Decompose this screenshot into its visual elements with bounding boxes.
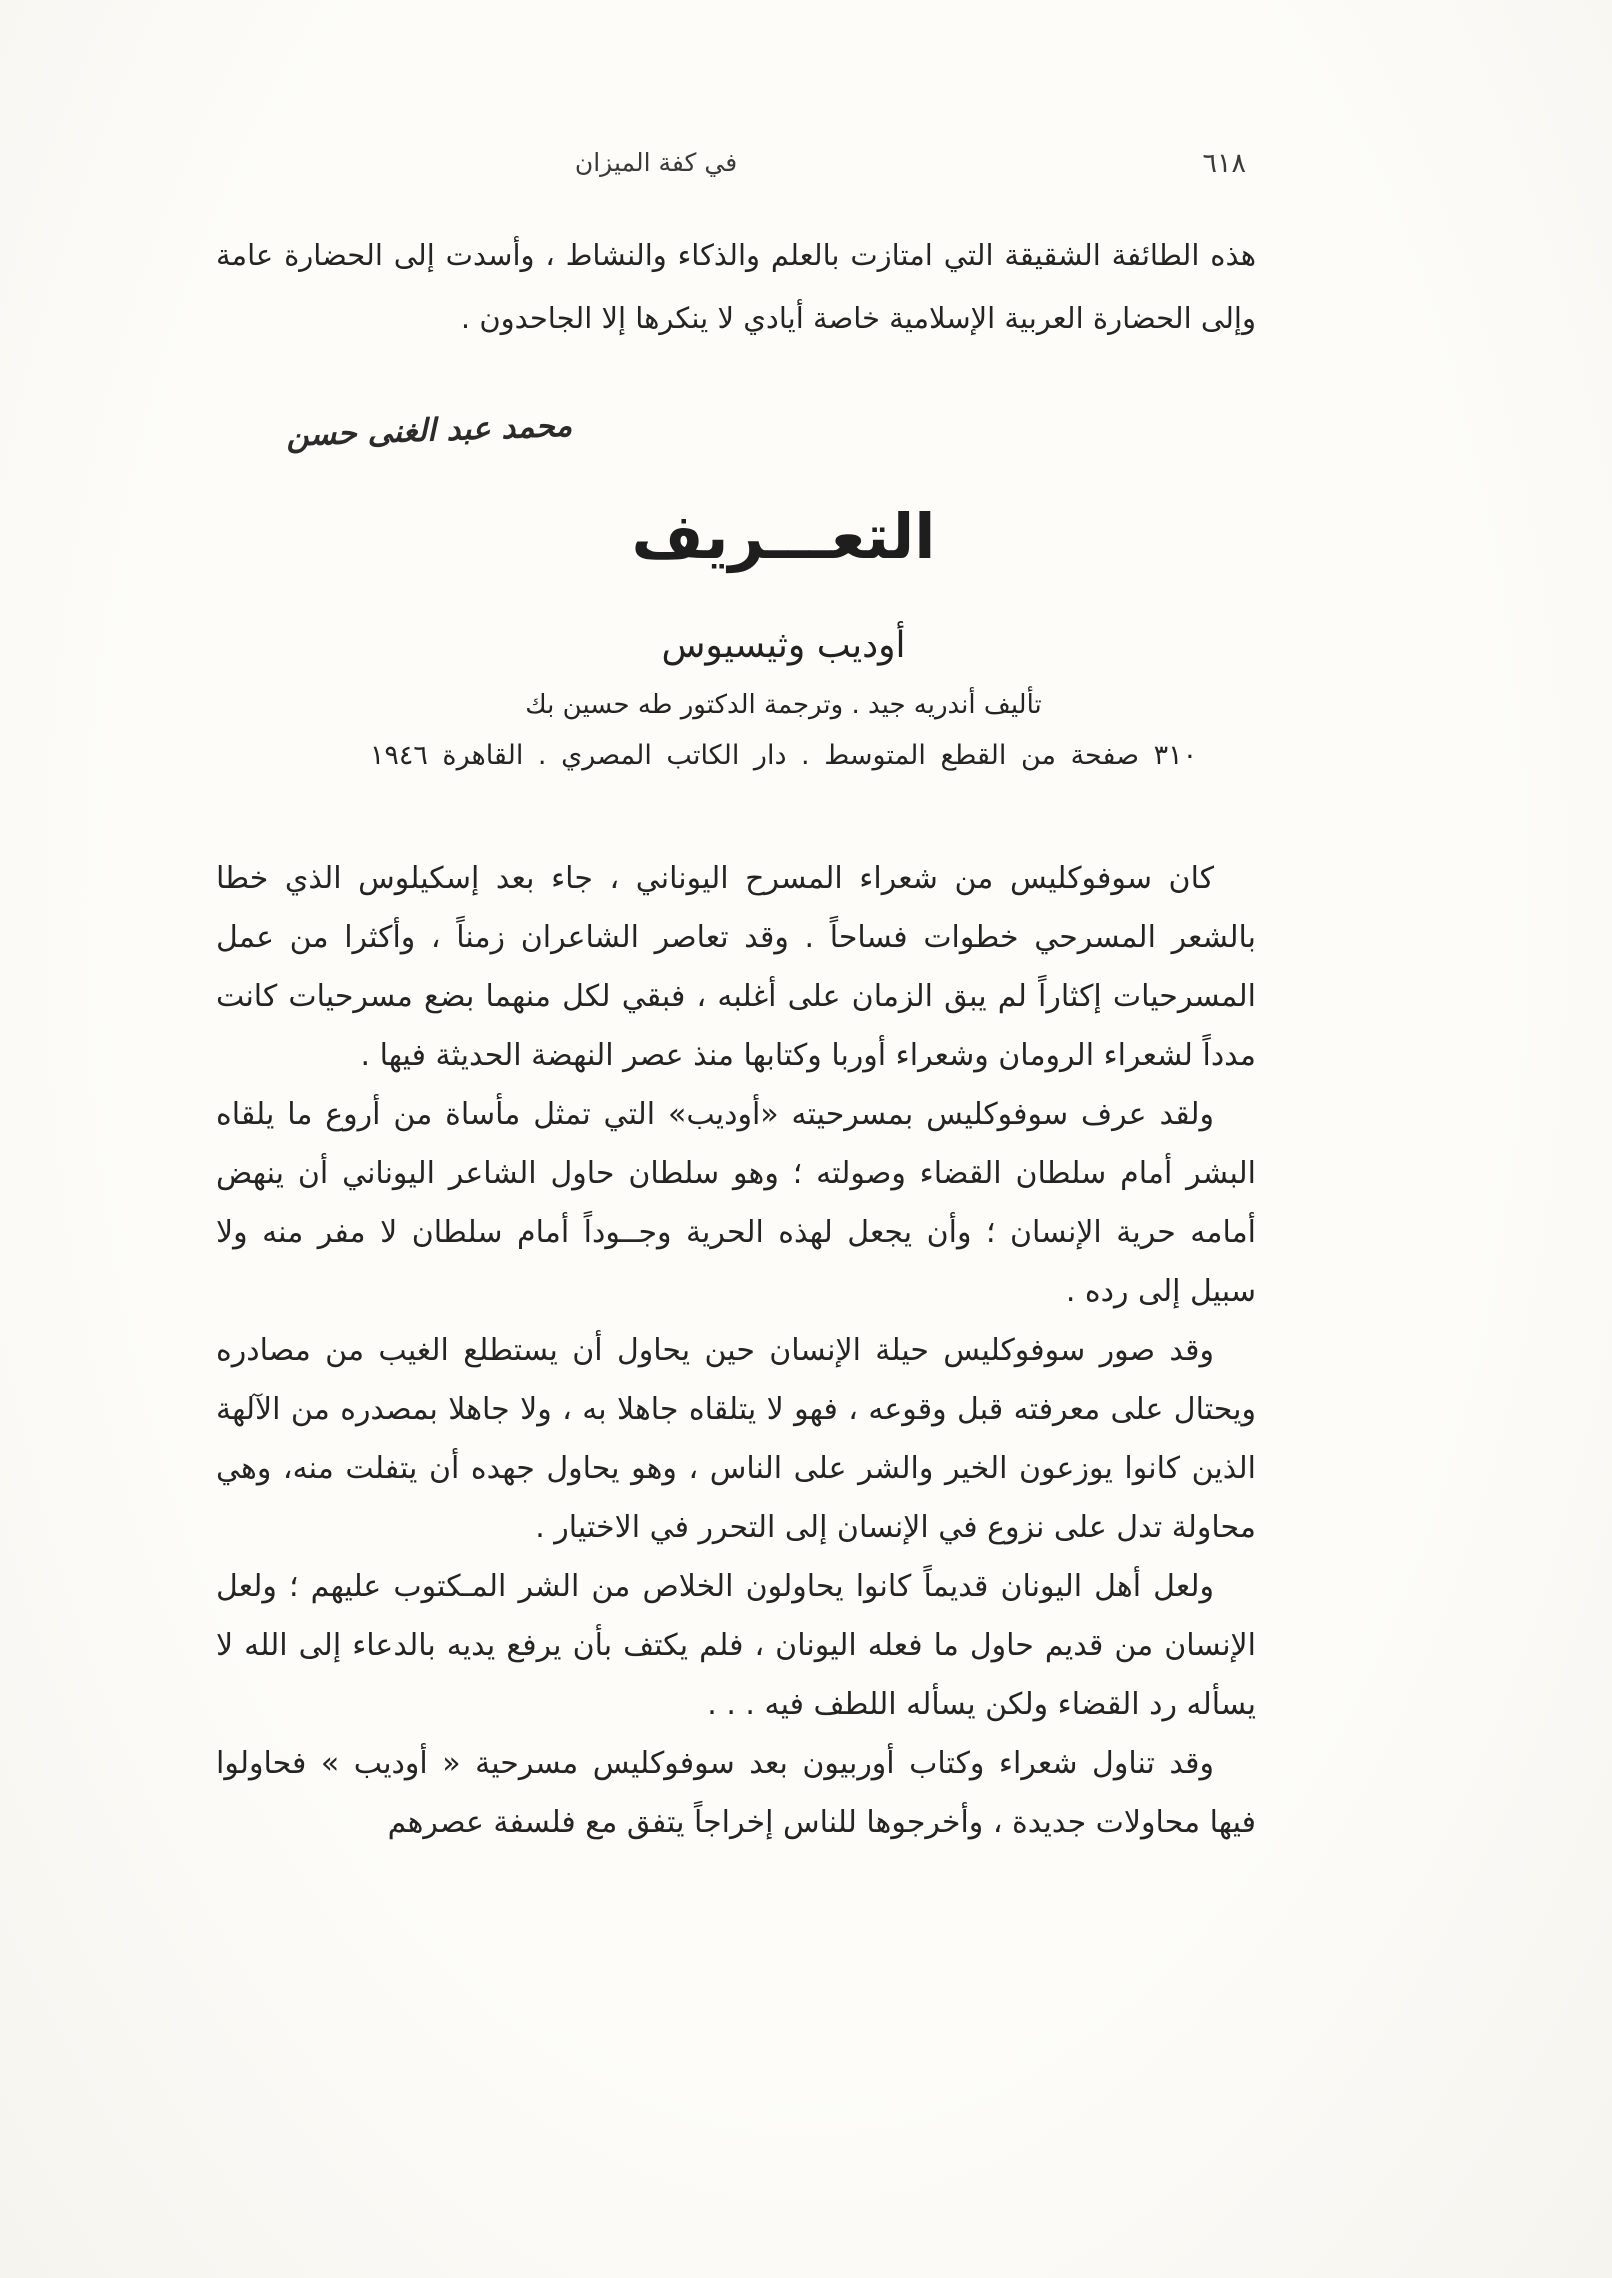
page-number: ٦١٨ (1202, 148, 1246, 179)
body-paragraph: وقد تناول شعراء وكتاب أوربيون بعد سوفوكليس مسرحية « أوديب » فحاولوا فيها محاولات جديدة ، وأخرجوها للناس إخراجاً يتفق مع فلسفة عصرهم (216, 1746, 1256, 1840)
author-translator-byline: تأليف أندريه جيد . وترجمة الدكتور طه حسين بك (525, 690, 1042, 720)
previous-article-closing-paragraph: هذه الطائفة الشقيقة التي امتازت بالعلم والذكاء والنشاط ، وأسدت إلى الحضارة عامة وإلى الحضارة العربية الإسلامية خاصة أيادي لا ينكرها إلا الجاحدون . (216, 238, 1256, 335)
running-header (216, 148, 1256, 190)
section-title: التعـــريف (631, 500, 936, 573)
author-signature: محمد عبد الغنى حسن (285, 407, 573, 454)
publication-details: ٣١٠ صفحة من القطع المتوسط . دار الكاتب المصري . القاهرة ١٩٤٦ (369, 740, 1198, 771)
body-paragraph: وقد صور سوفوكليس حيلة الإنسان حين يحاول أن يستطلع الغيب من مصادره ويحتال على معرفته قبل وقوعه ، فهو لا يتلقاه جاهلا به ، ولا جاهلا بمصدره من الآلهة الذين كانوا يوزعون الخير والشر على الناس ، وهو يحاول جهده أن يتفلت منه، وهي محاولة تدل على نزوع في الإنسان إلى التحرر في الاختيار . (216, 1333, 1256, 1545)
body-paragraph: كان سوفوكليس من شعراء المسرح اليوناني ، جاء بعد إسكيلوس الذي خطا بالشعر المسرحي خطوات فساحاً . وقد تعاصر الشاعران زمناً ، وأكثرا من عمل المسرحيات إكثاراً لم يبق الزمان على أغلبه ، فبقي لكل منهما بضع مسرحيات كانت مدداً لشعراء الرومان وشعراء أوربا وكتابها منذ عصر النهضة الحديثة فيها . (216, 861, 1256, 1073)
page-content-column (216, 148, 1256, 1852)
running-title: في كفة الميزان (574, 148, 738, 177)
reviewed-book-title: أوديب وثيسيوس (661, 625, 906, 666)
body-paragraph: ولقد عرف سوفوكليس بمسرحيته «أوديب» التي تمثل مأساة من أروع ما يلقاه البشر أمام سلطان القضاء وصولته ؛ وهو سلطان حاول الشاعر اليوناني أن ينهض أمامه حرية الإنسان ؛ وأن يجعل لهذه الحرية وجــوداً أمام سلطان لا مفر منه ولا سبيل إلى رده . (216, 1097, 1256, 1309)
body-paragraph: ولعل أهل اليونان قديماً كانوا يحاولون الخلاص من الشر المـكتوب عليهم ؛ ولعل الإنسان من قديم حاول ما فعله اليونان ، فلم يكتف بأن يرفع يديه بالدعاء إلى الله لا يسأله رد القضاء ولكن يسأله اللطف فيه . . . (216, 1569, 1256, 1722)
review-body (216, 849, 1256, 1852)
review-heading-block (216, 500, 1256, 771)
